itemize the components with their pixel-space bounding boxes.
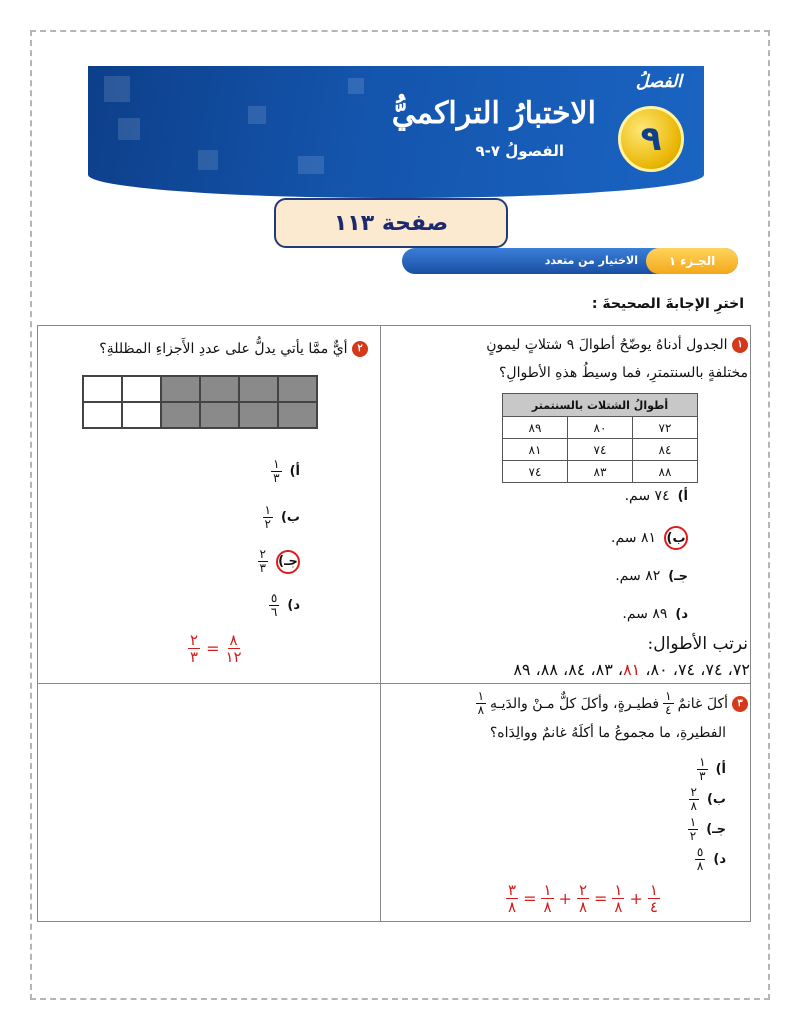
frac-den: ٢: [264, 517, 271, 531]
frac-num: ١: [699, 755, 706, 769]
frac-num: ٣: [508, 881, 517, 899]
frac-num: ١: [665, 689, 672, 703]
q2-number: ٢: [352, 341, 368, 357]
order-values-after: ، ٨٣، ٨٤، ٨٨، ٨٩: [513, 660, 624, 679]
option-fraction: [688, 816, 698, 843]
option-fraction: [269, 592, 279, 619]
q2-stem-text: أيٌّ ممَّا يأتي يدلُّ على عددِ الأَجزاءِ المظللةِ؟: [99, 341, 348, 357]
part-title: الاختيار من متعدد: [544, 254, 638, 267]
table-cell: ٨٤: [633, 439, 698, 461]
banner-subtitle: الفصولُ ٧-٩: [475, 142, 564, 160]
q1-option-d[interactable]: [622, 606, 688, 622]
table-cell: ٨٩: [503, 417, 568, 439]
q2-option-c[interactable]: [258, 548, 300, 575]
q3-fraction-a: [663, 690, 673, 717]
option-fraction: [263, 504, 273, 531]
option-label-circled: جـ): [276, 550, 300, 574]
q2-stem-line: [99, 336, 368, 362]
option-fraction: [697, 756, 707, 783]
frac-num: ٥: [696, 845, 704, 859]
frac-num: ١: [614, 881, 623, 899]
frac-num: ١: [689, 815, 697, 829]
option-text: ٨٢ سم.: [615, 568, 661, 584]
option-label: جـ): [668, 568, 688, 584]
frac-den: ٣: [190, 648, 199, 666]
shaded-rectangle-grid: [82, 375, 318, 429]
option-text: ٨٩ سم.: [622, 606, 668, 622]
q3-number: ٣: [732, 696, 748, 712]
frac-num: ١: [264, 503, 271, 517]
q1-stem-line2: مختلفةٍ بالسنتمترِ، فما وسيطُ هذهِ الأطوالِ؟: [498, 365, 748, 381]
q1-number: ١: [732, 337, 748, 353]
grid-divider-horizontal: [37, 683, 751, 684]
instruction: اخترِ الإجابةَ الصحيحةَ :: [591, 296, 744, 312]
frac-den: ٣: [259, 561, 266, 575]
table-cell: ٨٠: [568, 417, 633, 439]
table-row: [503, 461, 698, 483]
work-fraction: [577, 882, 589, 915]
q3-option-d[interactable]: [695, 846, 726, 873]
chapter-word: الفصلُ: [635, 72, 682, 92]
q3-text-a: أكلَ غانمٌ: [677, 695, 728, 712]
table-row: [503, 417, 698, 439]
plus-sign: +: [558, 889, 572, 908]
option-fraction: [689, 786, 699, 813]
option-label: د): [287, 598, 300, 613]
option-label: أ): [289, 464, 300, 479]
frac-num: ١: [273, 457, 280, 471]
work-fraction: [648, 882, 660, 915]
frac-num: ٢: [190, 631, 199, 649]
option-label: أ): [677, 488, 688, 504]
q2-option-d[interactable]: [269, 592, 300, 619]
order-values-before: ٧٢، ٧٤، ٧٤، ٨٠،: [640, 660, 750, 679]
frac-den: ٨: [578, 898, 587, 916]
option-label: د): [675, 606, 688, 622]
lengths-table: [502, 393, 698, 483]
q1-option-a[interactable]: [625, 488, 688, 504]
q3-text-b: فطيـرةٍ، وأكلَ كلٌّ مـنْ والدَيـهِ: [490, 695, 660, 712]
chapter-number-badge: ٩: [618, 106, 684, 172]
frac-den: ٣: [699, 769, 706, 783]
q1-stem-text1: الجدول أدناهُ يوضّحُ أطوالَ ٩ شتلاتٍ ليمونٍ: [486, 337, 728, 353]
order-label: نرتب الأطوال:: [647, 634, 748, 654]
ordered-lengths: [513, 660, 750, 679]
work-fraction: [225, 632, 241, 665]
table-cell: ٨١: [503, 439, 568, 461]
q2-option-b[interactable]: [263, 504, 300, 531]
option-label: ب): [706, 792, 726, 807]
equals-sign: =: [523, 889, 537, 908]
frac-den: ١٢: [225, 648, 242, 666]
q1-option-b[interactable]: [611, 526, 688, 550]
frac-den: ٨: [690, 799, 697, 813]
frac-den: ٨: [696, 859, 704, 873]
q3-stem-line2: الفطيرةِ، ما مجموعُ ما أكلَهُ غانمٌ ووالِدَاه؟: [489, 725, 726, 741]
frac-num: ٥: [270, 591, 278, 605]
option-label-circled: ب): [664, 526, 688, 550]
option-fraction: [271, 458, 281, 485]
q3-option-a[interactable]: [697, 756, 726, 783]
q3-fraction-b: [476, 690, 486, 717]
work-fraction: [188, 632, 200, 665]
frac-den: ٤: [649, 898, 658, 916]
grid-divider-vertical: [380, 325, 381, 922]
table-cell: ٧٢: [633, 417, 698, 439]
part-tag: الجـزء ١: [646, 248, 738, 274]
work-fraction: [612, 882, 624, 915]
frac-den: ٣: [273, 471, 280, 485]
table-cell: ٨٣: [568, 461, 633, 483]
frac-den: ٤: [665, 703, 672, 717]
frac-den: ٨: [477, 703, 485, 717]
option-label: ب): [280, 510, 300, 525]
table-row: [503, 439, 698, 461]
table-cell: ٨٨: [633, 461, 698, 483]
option-label: أ): [715, 762, 726, 777]
equals-sign: =: [206, 639, 220, 658]
equals-sign: =: [594, 889, 608, 908]
q1-option-c[interactable]: [615, 568, 688, 584]
option-text: ٧٤ سم.: [624, 488, 670, 504]
frac-num: ٢: [578, 881, 587, 899]
frac-den: ٨: [508, 898, 517, 916]
option-text: ٨١ سم.: [611, 530, 656, 546]
banner-title: الاختبارُ التراكميُّ: [391, 96, 596, 131]
q3-stem-line1: [476, 690, 748, 717]
frac-den: ٨: [543, 898, 552, 916]
plus-sign: +: [629, 889, 643, 908]
table-title: أطوالُ الشتلات بالسنتمتر: [503, 394, 698, 417]
work-fraction: [541, 882, 553, 915]
part-bar: [402, 248, 738, 274]
option-label: جـ): [706, 822, 726, 837]
table-cell: ٧٤: [568, 439, 633, 461]
frac-num: ٨: [229, 631, 238, 649]
frac-den: ٢: [689, 829, 697, 843]
q3-work: [506, 882, 660, 915]
frac-num: ٢: [690, 785, 697, 799]
q2-option-a[interactable]: [271, 458, 300, 485]
chapter-banner: [88, 66, 704, 198]
option-fraction: [258, 548, 268, 575]
option-fraction: [695, 846, 705, 873]
table-cell: ٧٤: [503, 461, 568, 483]
frac-num: ١: [543, 881, 552, 899]
q3-option-c[interactable]: [688, 816, 726, 843]
frac-den: ٨: [614, 898, 623, 916]
frac-num: ١: [649, 881, 658, 899]
frac-num: ١: [477, 689, 485, 703]
q1-stem-line1: [486, 332, 748, 358]
q2-work: [188, 632, 242, 665]
work-fraction: [506, 882, 518, 915]
order-median: ٨١: [623, 660, 641, 679]
frac-den: ٦: [270, 605, 278, 619]
page-label: صفحة ١١٣: [274, 198, 508, 248]
option-label: د): [713, 852, 726, 867]
frac-num: ٢: [259, 547, 266, 561]
q3-option-b[interactable]: [689, 786, 726, 813]
